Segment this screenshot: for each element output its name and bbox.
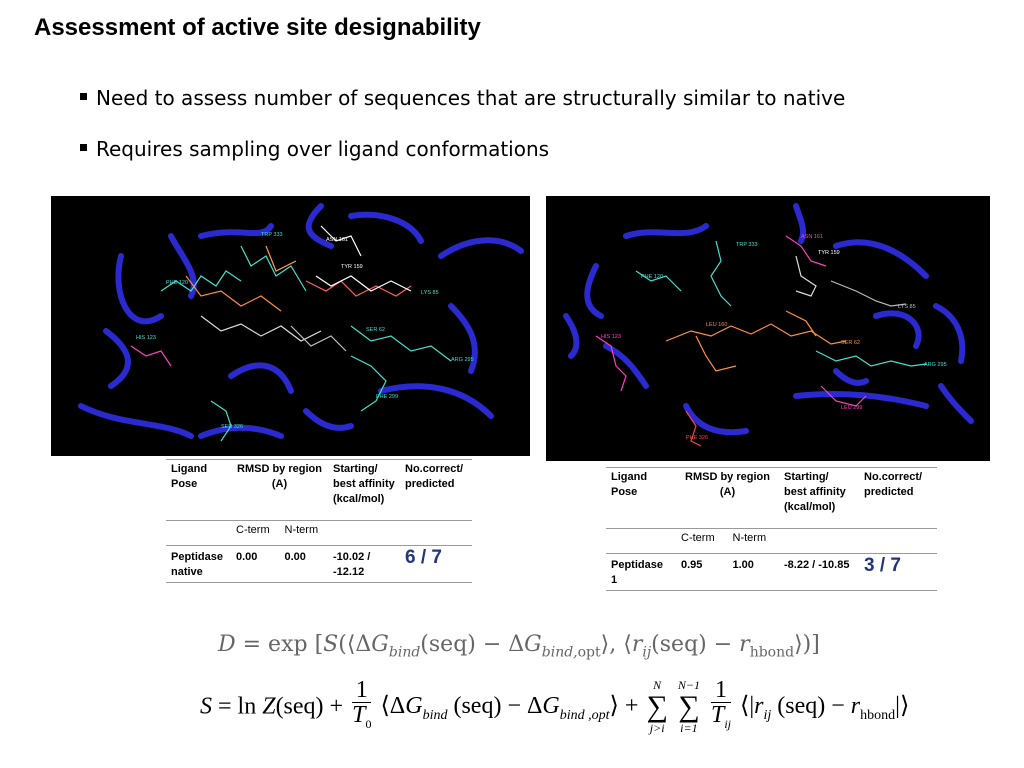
svg-text:TYR 159: TYR 159 xyxy=(818,250,840,256)
cell-correct: 6 / 7 xyxy=(400,546,472,583)
header-ligand-pose: Ligand Pose xyxy=(606,468,676,529)
cell-affinity: -8.22 / -10.85 xyxy=(779,554,859,591)
bullet-1 xyxy=(80,86,845,110)
header-rmsd: RMSD by region (A) xyxy=(676,468,779,529)
svg-text:LEU 299: LEU 299 xyxy=(841,405,863,411)
cell-cterm: 0.95 xyxy=(676,554,728,591)
header-rmsd: RMSD by region (A) xyxy=(231,460,328,521)
cell-pose: Peptidase 1 xyxy=(606,554,676,591)
right-structure-image xyxy=(546,196,990,461)
subheader-nterm: N-term xyxy=(732,532,767,544)
svg-text:ARG 295: ARG 295 xyxy=(451,357,474,363)
header-correct: No.correct/ predicted xyxy=(859,468,937,529)
equation-s: S = ln Z(seq) + $\frac{1}{T_0}$ $⟨\Delta G_{bind}$ $(seq) - \Delta G_{bind ,opt}⟩$ + N ∑ j>i N−1 ∑ i=1 $\frac{1}{T_{ij}}$ $⟨|r_{ij}$ $(seq) - r_{hbond}|⟩$ xyxy=(200,677,910,735)
equation-d: $D = \exp [S(⟨\Delta G_{bind}(seq)$ − $\Delta G_{bind,opt}⟩$, $⟨r_{ij}(seq)$ − $r_{hbond}⟩$)] xyxy=(218,632,820,661)
cell-correct: 3 / 7 xyxy=(859,554,937,591)
right-results-table xyxy=(606,467,937,591)
cell-cterm: 0.00 xyxy=(231,546,280,583)
header-affinity: Starting/ best affinity (kcal/mol) xyxy=(779,468,859,529)
svg-text:PHE 120: PHE 120 xyxy=(166,280,189,286)
svg-text:LYS 85: LYS 85 xyxy=(421,290,439,296)
svg-text:TRP 333: TRP 333 xyxy=(736,242,758,248)
bullet-marker xyxy=(80,93,87,100)
subheader-cterm: C-term xyxy=(236,524,270,536)
svg-text:SER 62: SER 62 xyxy=(366,327,385,333)
left-results-table xyxy=(166,459,472,583)
header-correct: No.correct/ predicted xyxy=(400,460,472,521)
cell-nterm: 0.00 xyxy=(280,546,329,583)
subheader-nterm: N-term xyxy=(284,524,319,536)
table-row xyxy=(166,546,472,583)
svg-text:PHE 299: PHE 299 xyxy=(376,394,399,400)
svg-text:SER 62: SER 62 xyxy=(841,340,860,346)
svg-text:HIS 123: HIS 123 xyxy=(601,334,621,340)
svg-text:ASN 161: ASN 161 xyxy=(801,234,824,240)
bullet-1-text: Need to assess number of sequences that are structurally similar to native xyxy=(96,86,846,110)
table-row xyxy=(606,554,937,591)
header-ligand-pose: Ligand Pose xyxy=(166,460,231,521)
bullet-2 xyxy=(80,137,549,161)
cell-pose: Peptidase native xyxy=(166,546,231,583)
slide-title: Assessment of active site designability xyxy=(34,14,481,41)
svg-text:TRP 333: TRP 333 xyxy=(261,232,283,238)
svg-text:SER 326: SER 326 xyxy=(221,424,244,430)
svg-text:ARG 295: ARG 295 xyxy=(924,362,947,368)
cell-nterm: 1.00 xyxy=(728,554,780,591)
bullet-marker xyxy=(80,144,87,151)
bullet-2-text: Requires sampling over ligand conformations xyxy=(96,137,550,161)
svg-text:PHE 326: PHE 326 xyxy=(686,435,709,441)
svg-text:LEU 160: LEU 160 xyxy=(706,322,728,328)
svg-text:LYS 85: LYS 85 xyxy=(898,304,916,310)
svg-text:ASN 161: ASN 161 xyxy=(326,237,349,243)
subheader-cterm: C-term xyxy=(681,532,715,544)
left-structure-image xyxy=(51,196,530,456)
svg-text:TYR 159: TYR 159 xyxy=(341,264,363,270)
cell-affinity: -10.02 / -12.12 xyxy=(328,546,400,583)
svg-text:HIS 123: HIS 123 xyxy=(136,335,156,341)
svg-text:PHE 120: PHE 120 xyxy=(641,274,664,280)
header-affinity: Starting/ best affinity (kcal/mol) xyxy=(328,460,400,521)
